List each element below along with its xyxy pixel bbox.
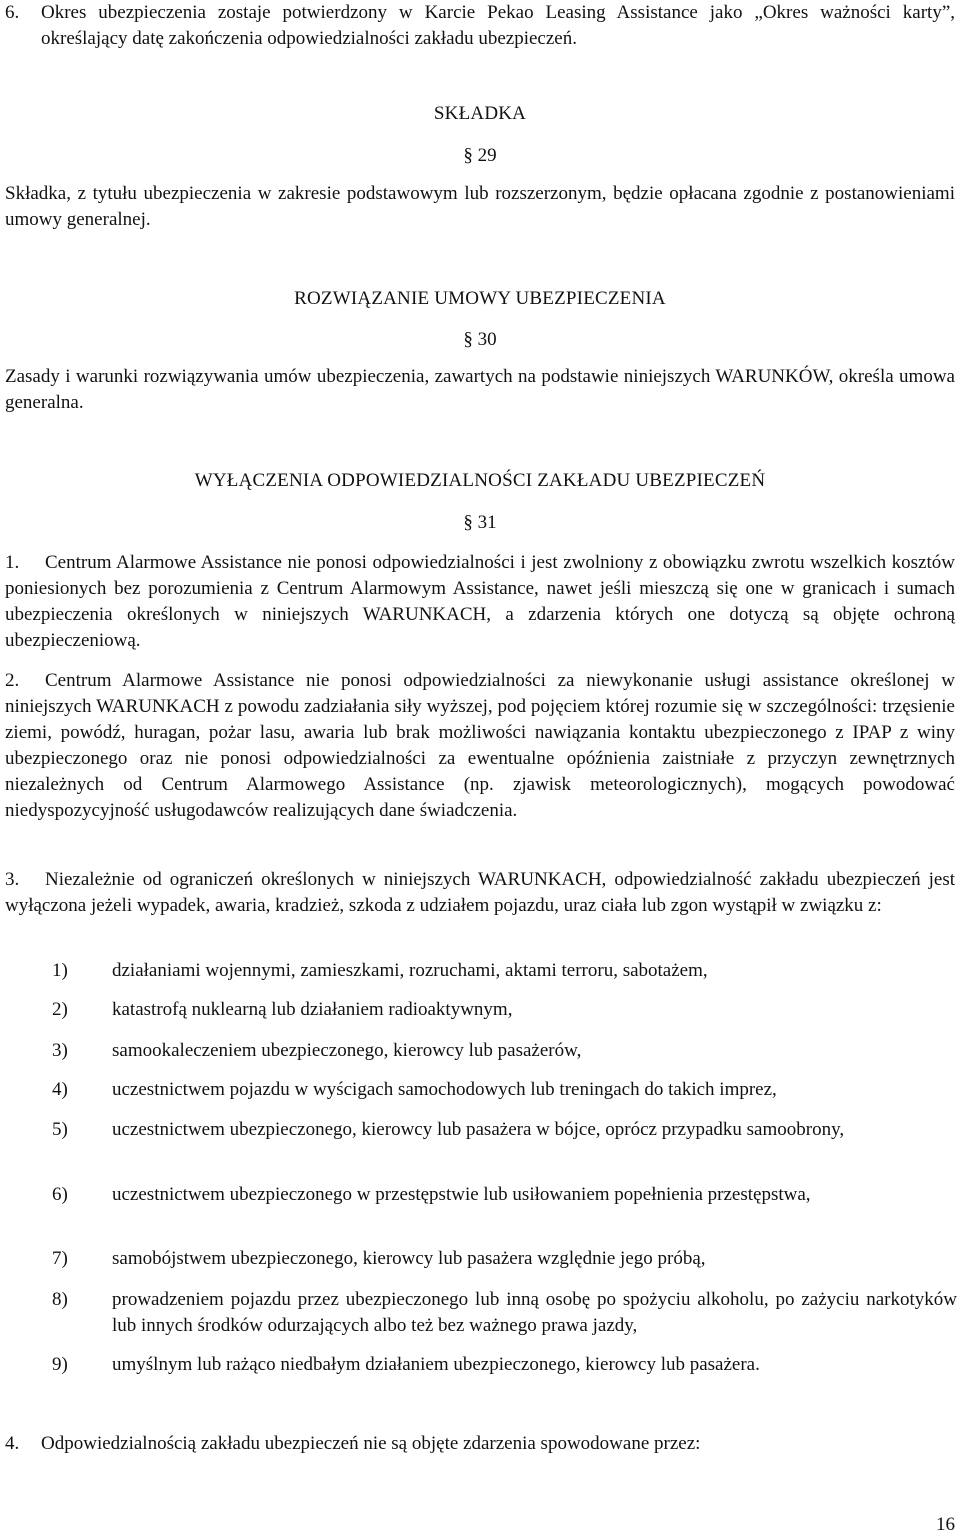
point-text: Odpowiedzialnością zakładu ubezpieczeń nie są objęte zdarzenia spowodowane przez: <box>41 1433 701 1454</box>
paragraph-rozwiazanie: Zasady i warunki rozwiązywania umów ubezpieczenia, zawartych na podstawie niniejszych WARUNKÓW, określa umowa generalna. <box>5 366 955 413</box>
exclusion-point-1 <box>5 550 955 654</box>
list-item-text: działaniami wojennymi, zamieszkami, rozruchami, aktami terroru, sabotażem, <box>112 960 708 981</box>
point-number: 1. <box>5 552 20 573</box>
point-number: 2. <box>5 670 20 691</box>
list-item-text: uczestnictwem pojazdu w wyścigach samochodowych lub treningach do takich imprez, <box>112 1079 777 1100</box>
list-item-label: 9) <box>52 1354 68 1375</box>
point-number: 3. <box>5 869 20 890</box>
paragraph-6 <box>5 0 955 52</box>
list-item-label: 2) <box>52 999 68 1020</box>
list-item-label: 6) <box>52 1184 68 1205</box>
section-30: § 30 <box>463 329 497 350</box>
list-item-label: 3) <box>52 1040 68 1061</box>
list-item-label: 4) <box>52 1079 68 1100</box>
page-number: 16 <box>936 1514 955 1535</box>
list-item-label: 5) <box>52 1119 68 1140</box>
heading-wylaczenia: WYŁĄCZENIA ODPOWIEDZIALNOŚCI ZAKŁADU UBEZPIECZEŃ <box>194 470 766 491</box>
paragraph-skladka: Składka, z tytułu ubezpieczenia w zakresie podstawowym lub rozszerzonym, będzie opłacana zgodnie z postanowieniami umowy generalnej. <box>5 183 955 230</box>
list-item-text: prowadzeniem pojazdu przez ubezpieczonego lub inną osobę po spożyciu alkoholu, po zażyciu narkotyków lub innych środków odurzających albo też bez ważnego prawa jazdy, <box>112 1289 957 1336</box>
list-item-text: katastrofą nuklearną lub działaniem radioaktywnym, <box>112 999 513 1020</box>
exclusion-point-3 <box>5 867 955 919</box>
list-item-text: samookaleczeniem ubezpieczonego, kierowcy lub pasażerów, <box>112 1040 582 1061</box>
paragraph-number: 6. <box>5 2 20 23</box>
exclusion-point-2 <box>5 668 955 824</box>
point-text: Centrum Alarmowe Assistance nie ponosi odpowiedzialności i jest zwolniony z obowiązku zwrotu wszelkich kosztów poniesionych bez porozumienia z Centrum Alarmowym Assistance, nawet jeśli mieszczą się one w granicach i sumach ubezpieczenia określonych w niniejszych WARUNKACH, a zdarzenia których one dotyczą są objęte ochroną ubezpieczeniową. <box>5 552 955 651</box>
section-29: § 29 <box>463 145 497 166</box>
paragraph-text: Okres ubezpieczenia zostaje potwierdzony w Karcie Pekao Leasing Assistance jako „Okres ważności karty”, określający datę zakończenia odpowiedzialności zakładu ubezpieczeń. <box>41 2 955 49</box>
list-item-text: samobójstwem ubezpieczonego, kierowcy lub pasażera względnie jego próbą, <box>112 1248 706 1269</box>
heading-rozwiazanie: ROZWIĄZANIE UMOWY UBEZPIECZENIA <box>294 288 666 309</box>
point-text: Centrum Alarmowe Assistance nie ponosi odpowiedzialności za niewykonanie usługi assistance określonej w niniejszych WARUNKACH z powodu zadziałania siły wyższej, pod pojęciem której rozumie się w szczególności: trzęsienie ziemi, powódź, huragan, pożar lasu, awaria lub brak możliwości nawiązania kontaktu ubezpieczonego z IPAP z winy ubezpieczonego oraz nie ponosi odpowiedzialności za ewentualne opóźnienia zaistniałe z przyczyn zewnętrznych niezależnych od Centrum Alarmowego Assistance (np. zjawisk meteorologicznych), mogących powodować niedyspozycyjność usługodawców realizujących dane świadczenia. <box>5 670 955 821</box>
section-31: § 31 <box>463 512 497 533</box>
exclusion-point-4 <box>5 1431 955 1457</box>
list-item-label: 1) <box>52 960 68 981</box>
heading-skladka: SKŁADKA <box>433 103 527 124</box>
list-item-text: uczestnictwem ubezpieczonego, kierowcy lub pasażera w bójce, oprócz przypadku samoobrony, <box>112 1119 845 1140</box>
list-item-text: uczestnictwem ubezpieczonego w przestępstwie lub usiłowaniem popełnienia przestępstwa, <box>112 1184 811 1205</box>
list-item-label: 7) <box>52 1248 68 1269</box>
list-item-text: umyślnym lub rażąco niedbałym działaniem ubezpieczonego, kierowcy lub pasażera. <box>112 1354 760 1375</box>
point-number: 4. <box>5 1433 20 1454</box>
list-item-label: 8) <box>52 1289 68 1310</box>
point-text: Niezależnie od ograniczeń określonych w niniejszych WARUNKACH, odpowiedzialność zakładu ubezpieczeń jest wyłączona jeżeli wypadek, awaria, kradzież, szkoda z udziałem pojazdu, uraz ciała lub zgon wystąpił w związku z: <box>5 869 955 916</box>
